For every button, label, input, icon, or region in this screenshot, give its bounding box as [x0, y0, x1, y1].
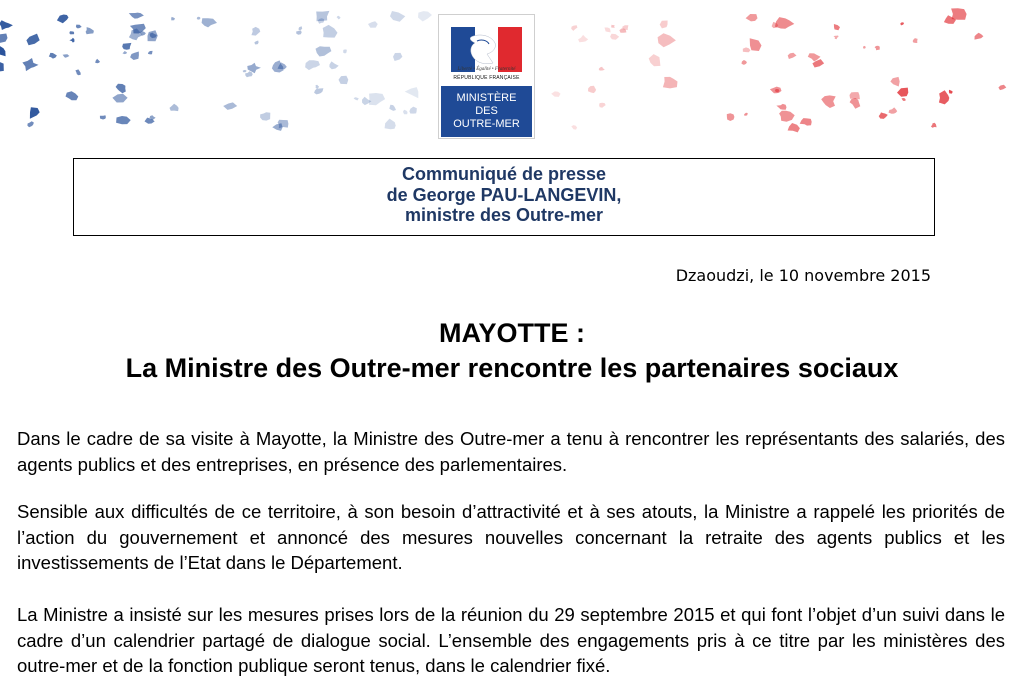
decorative-island-shape [57, 15, 69, 24]
decorative-island-shape [95, 59, 100, 64]
decorative-island-shape [100, 115, 106, 119]
decorative-island-shape [951, 8, 967, 20]
decorative-island-shape [418, 11, 432, 21]
decorative-island-shape [63, 54, 70, 58]
decorative-island-shape [316, 85, 320, 89]
decorative-island-shape [254, 41, 258, 45]
decorative-island-shape [588, 86, 596, 93]
decorative-island-shape [0, 20, 13, 30]
dateline: Dzaoudzi, le 10 novembre 2015 [675, 266, 931, 285]
decorative-island-shape [148, 30, 158, 41]
decorative-island-shape [975, 33, 984, 40]
decorative-island-shape [834, 36, 839, 40]
logo-republic-label: RÉPUBLIQUE FRANÇAISE [453, 75, 520, 81]
decorative-island-shape [551, 91, 560, 97]
decorative-island-shape [86, 27, 94, 34]
decorative-island-shape [272, 123, 282, 131]
decorative-island-shape [611, 25, 615, 28]
decorative-island-shape [776, 104, 786, 110]
decorative-island-shape [897, 88, 908, 97]
decorative-island-shape [323, 25, 338, 38]
decorative-island-shape [744, 113, 748, 116]
decorative-island-shape [223, 102, 237, 110]
decorative-island-shape [571, 25, 577, 31]
decorative-island-shape [850, 92, 860, 99]
decorative-island-shape [251, 27, 260, 36]
decorative-island-shape [26, 34, 39, 46]
decorative-island-shape [788, 123, 800, 132]
decorative-island-shape [821, 95, 836, 108]
decorative-island-shape [746, 14, 758, 21]
decorative-island-shape [243, 70, 247, 72]
decorative-island-shape [863, 46, 866, 49]
decorative-island-shape [875, 46, 880, 50]
decorative-island-shape [354, 97, 359, 100]
decorative-island-shape [123, 51, 128, 54]
decorative-island-shape [788, 53, 797, 59]
body-paragraph-3: La Ministre a insisté sur les mesures prises lors de la réunion du 29 septembre 2015 et qui font l’objet d’un suivi dans le cadre d’un calendrier partagé de dialogue social. L’ensemble des engagements pris à ce titre par les ministères des outre-mer et de la fonction publique seront tenus, dans le calendrier fixé. [17, 604, 1005, 676]
decorative-island-shape [75, 69, 80, 75]
decorative-island-shape [743, 47, 751, 52]
decorative-island-shape [202, 18, 217, 27]
decorative-island-shape [663, 77, 678, 89]
decorative-island-shape [779, 111, 795, 122]
decorative-island-shape [148, 51, 153, 55]
headline-line-1: MAYOTTE : [438, 318, 585, 348]
decorative-island-shape [727, 113, 735, 121]
decorative-island-shape [272, 60, 284, 72]
logo-ministry-line: MINISTÈRE [456, 92, 517, 104]
decorative-island-shape [571, 125, 577, 130]
header-line-2: de George PAU-LANGEVIN, [386, 184, 622, 205]
decorative-island-shape [171, 17, 175, 21]
decorative-island-shape [385, 119, 396, 130]
decorative-island-shape [49, 53, 57, 59]
headline-line-2: La Ministre des Outre-mer rencontre les partenaires sociaux [125, 353, 899, 383]
decorative-island-shape [368, 21, 378, 28]
decorative-island-shape [0, 34, 7, 44]
decorative-island-shape [66, 91, 79, 100]
decorative-island-shape [578, 35, 588, 42]
marianne-flag-icon [451, 27, 522, 72]
decorative-island-shape [122, 43, 131, 50]
decorative-island-shape [130, 52, 139, 61]
decorative-island-shape [22, 58, 38, 71]
decorative-island-shape [260, 112, 270, 120]
decorative-island-shape [660, 21, 668, 29]
decorative-island-shape [649, 54, 661, 66]
decorative-island-shape [800, 118, 812, 126]
decorative-island-shape [0, 46, 6, 57]
decorative-island-shape [834, 24, 840, 30]
decorative-island-shape [742, 60, 747, 65]
decorative-island-shape [129, 13, 144, 19]
decorative-island-shape [0, 61, 4, 71]
decorative-island-shape [750, 38, 762, 51]
decorative-island-shape [314, 88, 323, 94]
decorative-island-shape [770, 87, 782, 94]
decorative-island-shape [369, 93, 385, 105]
decorative-island-shape [116, 116, 131, 124]
decorative-island-shape [405, 87, 419, 98]
decorative-island-shape [403, 110, 407, 115]
decorative-island-shape [69, 38, 74, 43]
decorative-island-shape [931, 123, 937, 128]
decorative-island-shape [305, 60, 320, 70]
decorative-island-shape [939, 90, 949, 104]
decorative-island-shape [390, 11, 405, 22]
header-line-1: Communiqué de presse [401, 164, 607, 184]
decorative-island-shape [69, 31, 74, 34]
headline [0, 316, 1024, 386]
body-paragraph-1: Dans le cadre de sa visite à Mayotte, la Ministre des Outre-mer a tenu à rencontrer les représentants des salariés, des agents publics et des entreprises, en présence des parlementaires. [17, 428, 1005, 475]
decorative-island-shape [658, 33, 676, 47]
decorative-island-shape [197, 17, 201, 20]
decorative-island-shape [902, 98, 906, 101]
decorative-island-shape [27, 121, 34, 127]
header-line-3: ministre des Outre-mer [404, 205, 604, 225]
decorative-island-shape [245, 71, 253, 77]
decorative-island-shape [76, 25, 82, 29]
decorative-island-shape [599, 103, 606, 108]
decorative-island-shape [339, 76, 349, 84]
decorative-island-shape [299, 26, 303, 30]
logo-ministry-line: DES [475, 105, 498, 117]
decorative-island-shape [329, 61, 338, 69]
decorative-island-shape [913, 38, 918, 43]
decorative-island-shape [389, 105, 396, 111]
decorative-island-shape [316, 46, 332, 56]
logo-ministry-block [441, 86, 532, 137]
decorative-island-shape [393, 53, 402, 61]
decorative-island-shape [890, 77, 899, 87]
logo-ministry-line: OUTRE-MER [453, 118, 520, 130]
press-release-header [73, 158, 935, 236]
decorative-island-shape [889, 107, 898, 113]
decorative-island-shape [116, 84, 126, 93]
decorative-island-shape [337, 16, 341, 20]
ministry-logo [438, 14, 535, 139]
decorative-island-shape [409, 107, 416, 114]
decorative-island-shape [599, 67, 605, 71]
decorative-island-shape [998, 85, 1006, 90]
decorative-island-shape [850, 98, 861, 109]
logo-motto: Liberté • Égalité • Fraternité [457, 67, 516, 72]
decorative-island-shape [605, 28, 611, 33]
decorative-island-shape [949, 90, 953, 94]
decorative-island-shape [900, 22, 904, 25]
decorative-island-shape [170, 104, 179, 111]
body-paragraph-2: Sensible aux difficultés de ce territoire, à son besoin d’attractivité et à ses atouts, la Ministre a rappelé les priorités de l’action du gouvernement et annoncé des mesures nouvelles concernant la retraite des agents publics et les investissements de l’Etat dans le Département. [17, 501, 1005, 573]
decorative-island-shape [343, 49, 347, 53]
decorative-island-shape [296, 30, 302, 34]
decorative-island-shape [879, 112, 888, 119]
decorative-island-shape [775, 17, 794, 29]
decorative-island-shape [112, 94, 127, 103]
decorative-island-shape [30, 107, 40, 119]
decorative-island-shape [610, 34, 619, 40]
